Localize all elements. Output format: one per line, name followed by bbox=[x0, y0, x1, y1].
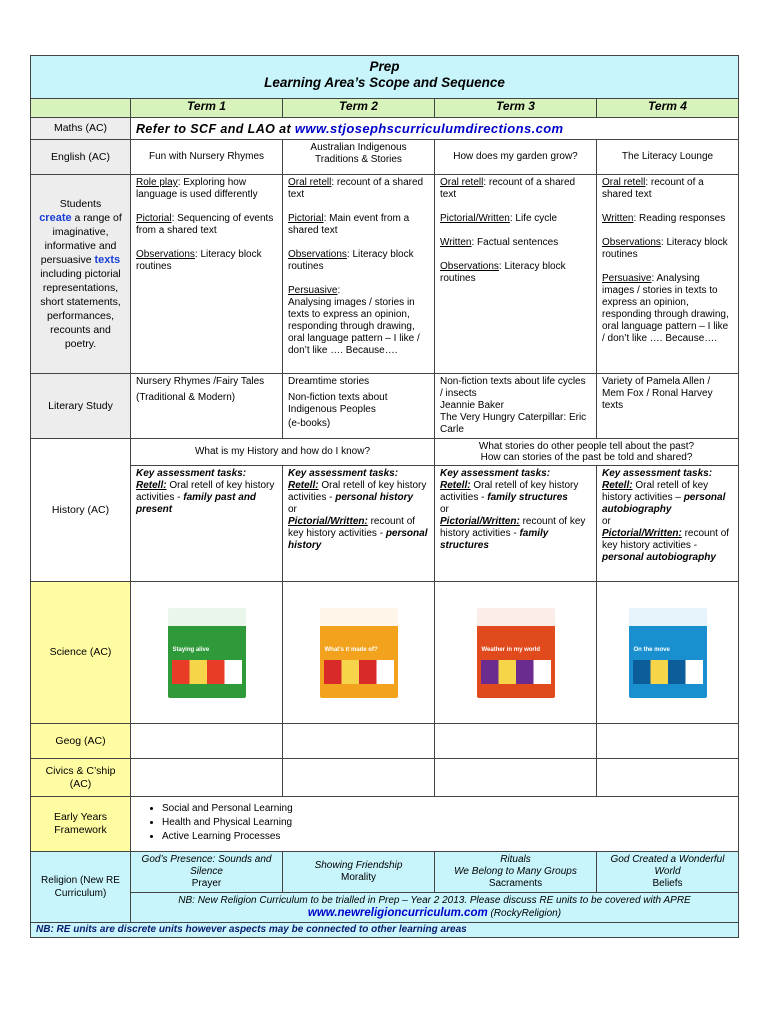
t4-written-label: Written bbox=[602, 213, 634, 224]
h2-or: or bbox=[288, 504, 297, 515]
t3-pictorial-label: Pictorial/Written bbox=[440, 213, 510, 224]
t2-persuasive-body: Analysing images / stories in texts to express an opinion, responding through drawing, oral language pattern – I like / don’t like …. Because…. bbox=[288, 297, 420, 356]
science-term-3 bbox=[435, 582, 597, 724]
history-question-2a: What stories do other people tell about the past? bbox=[478, 441, 695, 452]
h2-retell-label: Retell: bbox=[288, 480, 319, 491]
rel-t1-title: God’s Presence: Sounds and Silence bbox=[141, 854, 272, 877]
students-texts: texts bbox=[94, 254, 121, 266]
science-book-cover bbox=[168, 608, 246, 698]
row-label-religion: Religion (New RE Curriculum) bbox=[31, 852, 131, 923]
book-cover-image bbox=[324, 660, 394, 684]
religion-term-2 bbox=[283, 852, 435, 893]
civics-term-4 bbox=[597, 759, 739, 797]
h2-focus-a: personal history bbox=[335, 492, 414, 503]
book-cover-title: What’s it made of? bbox=[324, 646, 378, 653]
rel-t3-title-b: We Belong to Many Groups bbox=[454, 866, 577, 877]
term-2-header: Term 2 bbox=[283, 99, 435, 118]
h2-pw-text: recount of key history activities - bbox=[288, 516, 416, 539]
t1-role-play-text: : Exploring how language is used differently bbox=[136, 177, 258, 200]
rel-t4-title: God Created a Wonderful World bbox=[610, 854, 725, 877]
students-term-1 bbox=[131, 175, 283, 374]
eyf-item: • Health and Physical Learning bbox=[162, 817, 733, 829]
students-text-3: including pictorial representations, short statements, performances, recounts and poetry. bbox=[40, 268, 121, 350]
h4-retell-label: Retell: bbox=[602, 480, 633, 491]
rel-t2-sub: Morality bbox=[340, 872, 376, 883]
religion-nb: NB: New Religion Curriculum to be trialled in Prep – Year 2 2013. Please discuss RE units to be covered with APRE bbox=[178, 895, 691, 906]
students-term-2 bbox=[283, 175, 435, 374]
religion-term-3 bbox=[435, 852, 597, 893]
religion-note bbox=[131, 893, 739, 923]
book-cover-image bbox=[481, 660, 551, 684]
h3-focus-a: family structures bbox=[487, 492, 568, 503]
h1-focus: family past and present bbox=[136, 492, 257, 515]
row-label-eyf: Early Years Framework bbox=[31, 797, 131, 852]
scope-sequence-table bbox=[30, 55, 739, 938]
literary-t1-b: (Traditional & Modern) bbox=[136, 392, 236, 403]
h4-focus-b: personal autobiography bbox=[602, 552, 716, 563]
t2-pictorial-text: : Main event from a shared text bbox=[288, 213, 410, 236]
h3-retell-label: Retell: bbox=[440, 480, 471, 491]
t3-written-text: : Factual sentences bbox=[471, 237, 559, 248]
page-title bbox=[31, 56, 739, 99]
h4-key: Key assessment tasks: bbox=[602, 468, 713, 479]
h4-pw-label: Pictorial/Written: bbox=[602, 528, 682, 539]
t4-persuasive-text: : Analysing images / stories in texts to express an opinion, responding through drawing, oral language pattern – I like / don’t like …. Because…. bbox=[602, 273, 729, 344]
h1-key: Key assessment tasks: bbox=[136, 468, 247, 479]
religion-link[interactable]: www.newreligioncurriculum.com bbox=[307, 907, 488, 919]
literary-t2-c: (e-books) bbox=[288, 418, 331, 429]
literary-t3-c: The Very Hungry Caterpillar: Eric Carle bbox=[440, 412, 587, 435]
eyf-item: • Active Learning Processes bbox=[162, 831, 733, 843]
t2-oral-retell-text: : recount of a shared text bbox=[288, 177, 424, 200]
h1-retell-label: Retell: bbox=[136, 480, 167, 491]
rel-t1-sub: Prayer bbox=[191, 878, 222, 889]
t3-pictorial-text: : Life cycle bbox=[509, 213, 558, 224]
h2-focus-b: personal history bbox=[288, 528, 428, 551]
science-term-1 bbox=[131, 582, 283, 724]
book-cover-band bbox=[320, 608, 398, 626]
book-cover-band bbox=[629, 608, 707, 626]
title-line-1: Prep bbox=[369, 59, 400, 74]
geog-term-2 bbox=[283, 724, 435, 759]
t2-oral-retell-label: Oral retell bbox=[288, 177, 332, 188]
t3-observations-text: : Literacy block routines bbox=[440, 261, 566, 284]
t4-persuasive-label: Persuasive bbox=[602, 273, 652, 284]
row-label-history: History (AC) bbox=[31, 439, 131, 582]
h4-pw-text: recount of key history activities - bbox=[602, 528, 730, 551]
english-term-2: Australian Indigenous Traditions & Stories bbox=[283, 140, 435, 175]
t1-observations-label: Observations bbox=[136, 249, 195, 260]
book-cover-band bbox=[168, 608, 246, 626]
t3-oral-retell-text: : recount of a shared text bbox=[440, 177, 576, 200]
students-term-4 bbox=[597, 175, 739, 374]
english-term-3: How does my garden grow? bbox=[435, 140, 597, 175]
religion-link-suffix: (RockyReligion) bbox=[487, 908, 562, 919]
rel-t3-title-a: Rituals bbox=[500, 854, 531, 865]
students-create: create bbox=[39, 212, 72, 224]
row-label-literary: Literary Study bbox=[31, 374, 131, 439]
geog-term-3 bbox=[435, 724, 597, 759]
literary-term-1 bbox=[131, 374, 283, 439]
literary-t3-b: Jeannie Baker bbox=[440, 400, 504, 411]
row-label-science: Science (AC) bbox=[31, 582, 131, 724]
t1-pictorial-text: : Sequencing of events from a shared text bbox=[136, 213, 274, 236]
civics-term-2 bbox=[283, 759, 435, 797]
science-book-cover bbox=[320, 608, 398, 698]
t2-observations-text: : Literacy block routines bbox=[288, 249, 414, 272]
t4-observations-label: Observations bbox=[602, 237, 661, 248]
religion-term-1 bbox=[131, 852, 283, 893]
civics-term-3 bbox=[435, 759, 597, 797]
t1-observations-text: : Literacy block routines bbox=[136, 249, 262, 272]
book-cover-title: Staying alive bbox=[172, 646, 210, 653]
students-text-2: a range of imaginative, informative and persuasive bbox=[40, 212, 122, 266]
students-text-1: Students bbox=[59, 198, 102, 210]
h3-or: or bbox=[440, 504, 449, 515]
maths-refer-text: Refer to SCF and LAO at bbox=[136, 121, 292, 136]
row-label-civics: Civics & C’ship (AC) bbox=[31, 759, 131, 797]
row-label-english: English (AC) bbox=[31, 140, 131, 175]
literary-t2-a: Dreamtime stories bbox=[288, 376, 370, 387]
term-3-header: Term 3 bbox=[435, 99, 597, 118]
t3-observations-label: Observations bbox=[440, 261, 499, 272]
t3-written-label: Written bbox=[440, 237, 472, 248]
title-line-2: Learning Area’s Scope and Sequence bbox=[264, 75, 505, 90]
eyf-content bbox=[131, 797, 739, 852]
h3-focus-b: family structures bbox=[440, 528, 549, 551]
row-label-geog: Geog (AC) bbox=[31, 724, 131, 759]
science-term-4 bbox=[597, 582, 739, 724]
maths-refer bbox=[131, 118, 739, 140]
english-term-4: The Literacy Lounge bbox=[597, 140, 739, 175]
literary-t3-a: Non-fiction texts about life cycles / insects bbox=[440, 376, 586, 399]
h3-key: Key assessment tasks: bbox=[440, 468, 551, 479]
literary-t1-a: Nursery Rhymes /Fairy Tales bbox=[136, 376, 265, 387]
t3-oral-retell-label: Oral retell bbox=[440, 177, 484, 188]
h3-pw-text: recount of key history activities - bbox=[440, 516, 586, 539]
t4-observations-text: : Literacy block routines bbox=[602, 237, 728, 260]
history-term-2 bbox=[283, 466, 435, 582]
literary-term-2 bbox=[283, 374, 435, 439]
footer-note: NB: RE units are discrete units however aspects may be connected to other learning areas bbox=[31, 923, 739, 938]
t2-pictorial-label: Pictorial bbox=[288, 213, 324, 224]
history-question-1: What is my History and how do I know? bbox=[131, 439, 435, 466]
history-question-2b: How can stories of the past be told and shared? bbox=[480, 452, 693, 463]
term-1-header: Term 1 bbox=[131, 99, 283, 118]
book-cover-image bbox=[172, 660, 242, 684]
row-label-maths: Maths (AC) bbox=[31, 118, 131, 140]
science-term-2 bbox=[283, 582, 435, 724]
history-term-3 bbox=[435, 466, 597, 582]
eyf-list bbox=[136, 803, 733, 843]
civics-term-1 bbox=[131, 759, 283, 797]
h4-focus-a: personal autobiography bbox=[602, 492, 726, 515]
t1-pictorial-label: Pictorial bbox=[136, 213, 172, 224]
history-question-2 bbox=[435, 439, 739, 466]
h4-or: or bbox=[602, 516, 611, 527]
book-cover-title: On the move bbox=[633, 646, 670, 653]
h2-retell-text: Oral retell of key history activities - bbox=[288, 480, 427, 503]
corner-cell bbox=[31, 99, 131, 118]
h3-retell-text: Oral retell of key history activities - bbox=[440, 480, 579, 503]
rel-t4-sub: Beliefs bbox=[652, 878, 683, 889]
h3-pw-label: Pictorial/Written: bbox=[440, 516, 520, 527]
literary-term-4: Variety of Pamela Allen / Mem Fox / Ronal Harvey texts bbox=[597, 374, 739, 439]
t2-persuasive-label: Persuasive bbox=[288, 285, 338, 296]
t4-oral-retell-text: : recount of a shared text bbox=[602, 177, 704, 200]
religion-term-4 bbox=[597, 852, 739, 893]
h2-key: Key assessment tasks: bbox=[288, 468, 399, 479]
term-4-header: Term 4 bbox=[597, 99, 739, 118]
t2-persuasive-colon: : bbox=[337, 285, 341, 296]
science-book-cover bbox=[629, 608, 707, 698]
history-term-1 bbox=[131, 466, 283, 582]
literary-term-3 bbox=[435, 374, 597, 439]
geog-term-1 bbox=[131, 724, 283, 759]
geog-term-4 bbox=[597, 724, 739, 759]
t4-written-text: : Reading responses bbox=[633, 213, 726, 224]
science-book-cover bbox=[477, 608, 555, 698]
book-cover-band bbox=[477, 608, 555, 626]
t2-observations-label: Observations bbox=[288, 249, 347, 260]
history-term-4 bbox=[597, 466, 739, 582]
row-label-students bbox=[31, 175, 131, 374]
h1-retell-text: Oral retell of key history activities - bbox=[136, 480, 275, 503]
h2-pw-label: Pictorial/Written: bbox=[288, 516, 368, 527]
book-cover-title: Weather in my world bbox=[481, 646, 541, 653]
english-term-1: Fun with Nursery Rhymes bbox=[131, 140, 283, 175]
eyf-item: • Social and Personal Learning bbox=[162, 803, 733, 815]
t1-role-play-label: Role play bbox=[136, 177, 178, 188]
rel-t2-title: Showing Friendship bbox=[314, 860, 403, 871]
rel-t3-sub: Sacraments bbox=[488, 878, 543, 889]
maths-refer-link[interactable]: www.stjosephscurriculumdirections.com bbox=[294, 120, 564, 136]
t4-oral-retell-label: Oral retell bbox=[602, 177, 646, 188]
h4-retell-text: Oral retell of key history activities – bbox=[602, 480, 709, 503]
students-term-3 bbox=[435, 175, 597, 374]
literary-t2-b: Non-fiction texts about Indigenous Peoples bbox=[288, 392, 388, 415]
book-cover-image bbox=[633, 660, 703, 684]
